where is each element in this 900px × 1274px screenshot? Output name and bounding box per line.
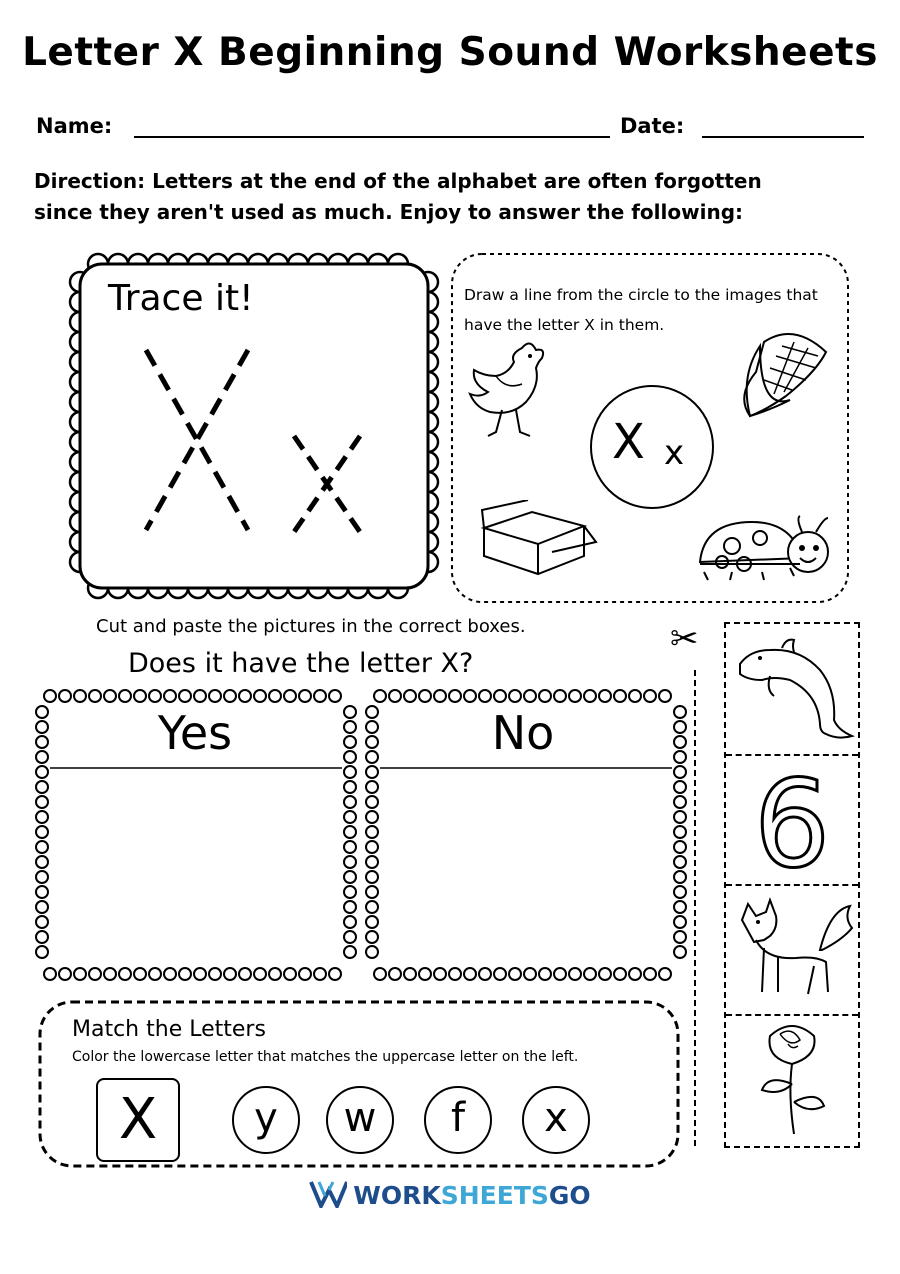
draw-instruction-line-2: have the letter X in them.: [464, 316, 665, 334]
page-title: Letter X Beginning Sound Worksheets: [22, 30, 878, 75]
ladybug-image[interactable]: [692, 512, 842, 588]
match-option-y[interactable]: y: [232, 1086, 300, 1154]
letter-circle[interactable]: [588, 384, 716, 510]
trace-title: Trace it!: [108, 278, 254, 319]
cut-line: [694, 670, 696, 1146]
match-title: Match the Letters: [72, 1017, 266, 1042]
date-field[interactable]: [702, 136, 864, 138]
circle-upper-x: X: [612, 414, 645, 470]
name-date-row: [36, 110, 866, 146]
match-option-w[interactable]: w: [326, 1086, 394, 1154]
cutout-six[interactable]: [726, 754, 858, 886]
cutout-fox[interactable]: [726, 884, 858, 1016]
cutout-column: [724, 622, 860, 1148]
trace-letters[interactable]: [120, 340, 380, 540]
draw-instruction-line-1: Draw a line from the circle to the images that: [464, 286, 818, 304]
box-image[interactable]: [480, 500, 600, 580]
six-image: [726, 754, 858, 884]
match-option-x[interactable]: x: [522, 1086, 590, 1154]
footer-part-3: GO: [548, 1181, 591, 1210]
cut-question: Does it have the letter X?: [128, 648, 474, 679]
footer-part-2: SHEETS: [440, 1181, 549, 1210]
rose-image: [726, 1014, 858, 1144]
match-upper-letter: X: [96, 1078, 180, 1162]
match-option-f[interactable]: f: [424, 1086, 492, 1154]
scissors-icon: ✂: [670, 619, 699, 659]
fox-image: [726, 884, 858, 1014]
name-label: Name:: [36, 114, 113, 138]
footer-part-1: WORK: [353, 1181, 441, 1210]
direction-line-2: since they aren't used as much. Enjoy to answer the following:: [34, 200, 744, 224]
match-subtitle: Color the lowercase letter that matches the uppercase letter on the left.: [72, 1049, 579, 1065]
name-field[interactable]: [134, 136, 610, 138]
worksheetsgo-logo-icon: [309, 1180, 347, 1208]
direction-text: [34, 166, 874, 228]
circle-lower-x: x: [664, 433, 685, 473]
hen-image[interactable]: [466, 336, 558, 446]
cut-instruction: Cut and paste the pictures in the correct boxes.: [96, 616, 526, 637]
direction-line-1: Direction: Letters at the end of the alphabet are often forgotten: [34, 169, 762, 193]
date-label: Date:: [620, 114, 685, 138]
no-label: No: [491, 706, 555, 760]
corn-image[interactable]: [734, 326, 834, 426]
yes-label: Yes: [157, 706, 233, 760]
footer-logo: [0, 1180, 900, 1210]
cutout-rose[interactable]: [726, 1014, 858, 1144]
dolphin-image: [726, 624, 858, 754]
six-glyph: 6: [753, 756, 831, 884]
cutout-dolphin[interactable]: [726, 624, 858, 756]
